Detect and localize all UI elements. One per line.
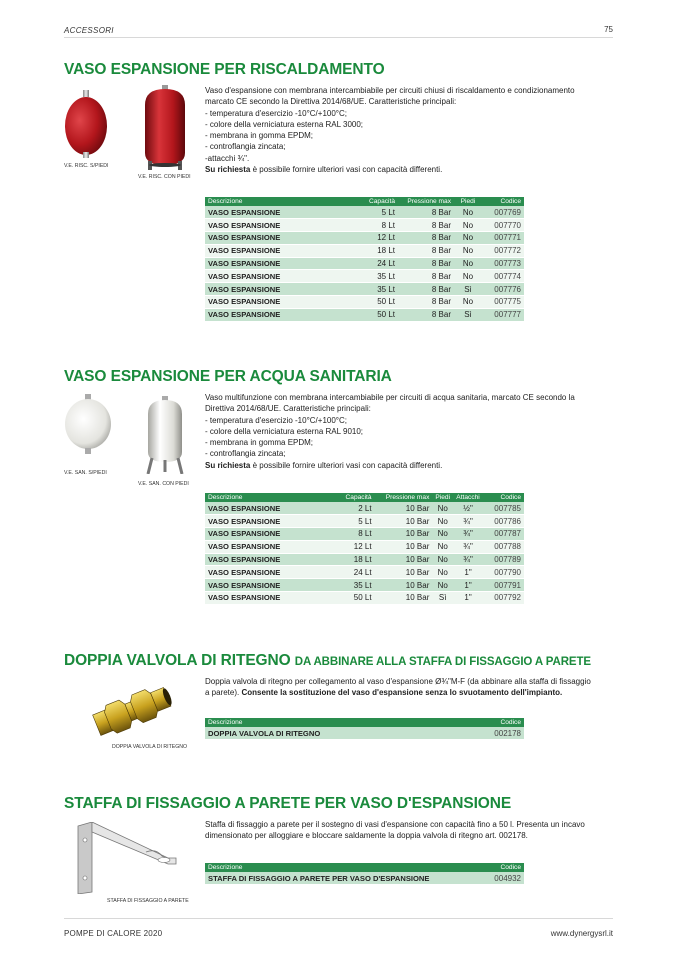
table-row: VASO ESPANSIONE 50 Lt 8 Bar No 007775 <box>205 296 524 309</box>
table-row: VASO ESPANSIONE 8 Lt 8 Bar No 007770 <box>205 219 524 232</box>
table-row: VASO ESPANSIONE 8 Lt 10 Bar No ¾" 007787 <box>205 528 524 541</box>
table-row: VASO ESPANSIONE 35 Lt 8 Bar No 007774 <box>205 270 524 283</box>
table-row: VASO ESPANSIONE 12 Lt 8 Bar No 007771 <box>205 232 524 245</box>
desc-line: dimensionato per alloggiare e bloccare saldamente la doppia valvola di ritegno art. 002178. <box>205 831 528 841</box>
description-riscaldamento <box>205 85 615 175</box>
section-title-riscaldamento: VASO ESPANSIONE PER RISCALDAMENTO <box>64 61 385 78</box>
section-title-staffa: STAFFA DI FISSAGGIO A PARETE PER VASO D'ESPANSIONE <box>64 795 512 812</box>
footer-title: POMPE DI CALORE 2020 <box>64 929 163 938</box>
caption-valvola: DOPPIA VALVOLA DI RITEGNO <box>112 744 188 750</box>
desc-line: Vaso d'espansione con membrana intercambiabile per circuiti chiusi di riscaldamento e condizionamento <box>205 86 575 95</box>
col-header: Codice <box>482 718 524 727</box>
white-vessel-no-feet-image <box>64 394 112 454</box>
desc-note: Su richiesta è possibile fornire ulteriori vasi con capacità differenti. <box>205 165 443 175</box>
desc-line: Doppia valvola di ritegno per collegamento al vaso d'espansione Ø¾"M-F (da abbinare alla staffa di fissaggio <box>205 677 591 686</box>
desc-line: - controflangia zincata; <box>205 449 286 459</box>
desc-line: -attacchi ¾". <box>205 153 250 163</box>
table-row: VASO ESPANSIONE 24 Lt 8 Bar No 007773 <box>205 257 524 270</box>
page-footer <box>64 918 613 938</box>
col-header: Descrizione <box>205 493 325 502</box>
description-sanitaria <box>205 392 615 471</box>
product-table-valvola <box>205 718 524 740</box>
caption-risc-with-feet: V.E. RISC. CON PIEDI <box>138 174 191 180</box>
col-header: Descrizione <box>205 863 482 872</box>
col-header: Piedi <box>432 493 453 502</box>
table-row: VASO ESPANSIONE 5 Lt 10 Bar No ¾" 007786 <box>205 515 524 528</box>
caption-san-with-feet: V.E. SAN. CON PIEDI <box>138 481 189 487</box>
col-header: Capacità <box>325 493 375 502</box>
table-row: VASO ESPANSIONE 5 Lt 8 Bar No 007769 <box>205 206 524 219</box>
section-subtitle-valvola: DA ABBINARE ALLA STAFFA DI FISSAGGIO A PARETE <box>294 656 591 668</box>
table-row: VASO ESPANSIONE 2 Lt 10 Bar No ½" 007785 <box>205 502 524 515</box>
desc-line: - temperatura d'esercizio -10°C/+100°C; <box>205 108 347 118</box>
table-row: VASO ESPANSIONE 18 Lt 8 Bar No 007772 <box>205 244 524 257</box>
table-row: VASO ESPANSIONE 12 Lt 10 Bar No ¾" 007788 <box>205 540 524 553</box>
desc-line: marcato CE secondo la Direttiva 2014/68/UE. Caratteristiche principali: <box>205 97 457 107</box>
desc-line: - colore della verniciatura esterna RAL 9010; <box>205 426 364 436</box>
product-table-riscaldamento <box>205 197 524 322</box>
desc-line: Direttiva 2014/68/UE. Caratteristiche principali: <box>205 404 371 414</box>
col-header: Pressione max <box>398 197 454 206</box>
desc-line: Vaso multifunzione con membrana intercambiabile per circuiti di acqua sanitaria, marcato CE secondo la <box>205 393 575 402</box>
desc-line: - controflangia zincata; <box>205 142 286 152</box>
product-table-staffa <box>205 863 524 885</box>
section-title-valvola: DOPPIA VALVOLA DI RITEGNO DA ABBINARE ALLA STAFFA DI FISSAGGIO A PARETE <box>64 652 591 669</box>
col-header: Capacità <box>345 197 398 206</box>
col-header: Codice <box>482 197 524 206</box>
col-header: Codice <box>483 493 524 502</box>
table-row: VASO ESPANSIONE 50 Lt 10 Bar Sì 1" 007792 <box>205 592 524 605</box>
description-valvola <box>205 676 617 699</box>
check-valve-image <box>90 682 174 740</box>
red-vessel-with-feet-image <box>140 85 190 170</box>
table-row: STAFFA DI FISSAGGIO A PARETE PER VASO D'ESPANSIONE 004932 <box>205 872 524 885</box>
desc-line: a parete). Consente la sostituzione del vaso d'espansione senza lo svuotamento dell'impianto. <box>205 688 563 698</box>
desc-line: - membrana in gomma EPDM; <box>205 438 314 448</box>
col-header: Piedi <box>454 197 482 206</box>
table-row: DOPPIA VALVOLA DI RITEGNO 002178 <box>205 727 524 740</box>
red-vessel-no-feet-image <box>64 90 108 158</box>
header-category: ACCESSORI <box>64 26 114 35</box>
col-header: Codice <box>482 863 524 872</box>
product-table-sanitaria <box>205 493 524 605</box>
footer-website: www.dynergysrl.it <box>550 929 613 938</box>
wall-bracket-image <box>76 822 180 894</box>
desc-line: Staffa di fissaggio a parete per il sostegno di vasi d'espansione con capacità fino a 50 l. Presenta un incavo <box>205 820 585 829</box>
col-header: Attacchi <box>453 493 483 502</box>
table-row: VASO ESPANSIONE 50 Lt 8 Bar Sì 007777 <box>205 308 524 321</box>
col-header: Descrizione <box>205 718 482 727</box>
table-row: VASO ESPANSIONE 24 Lt 10 Bar No 1" 007790 <box>205 566 524 579</box>
caption-staffa: STAFFA DI FISSAGGIO A PARETE <box>107 898 189 904</box>
desc-note: Su richiesta è possibile fornire ulteriori vasi con capacità differenti. <box>205 460 443 470</box>
desc-line: - membrana in gomma EPDM; <box>205 131 314 141</box>
caption-risc-no-feet: V.E. RISC. S/PIEDI <box>64 163 109 169</box>
table-row: VASO ESPANSIONE 18 Lt 10 Bar No ¾" 007789 <box>205 553 524 566</box>
page-number: 75 <box>604 25 613 34</box>
caption-san-no-feet: V.E. SAN. S/PIEDI <box>64 470 107 476</box>
page-header <box>64 24 613 38</box>
section-title-sanitaria: VASO ESPANSIONE PER ACQUA SANITARIA <box>64 368 392 385</box>
table-row: VASO ESPANSIONE 35 Lt 10 Bar No 1" 007791 <box>205 579 524 592</box>
col-header: Descrizione <box>205 197 345 206</box>
white-vessel-with-feet-image <box>142 396 188 474</box>
description-staffa <box>205 819 617 842</box>
desc-line: - colore della verniciatura esterna RAL 3000; <box>205 119 364 129</box>
col-header: Pressione max <box>375 493 433 502</box>
table-row: VASO ESPANSIONE 35 Lt 8 Bar Sì 007776 <box>205 283 524 296</box>
desc-line: - temperatura d'esercizio -10°C/+100°C; <box>205 415 347 425</box>
